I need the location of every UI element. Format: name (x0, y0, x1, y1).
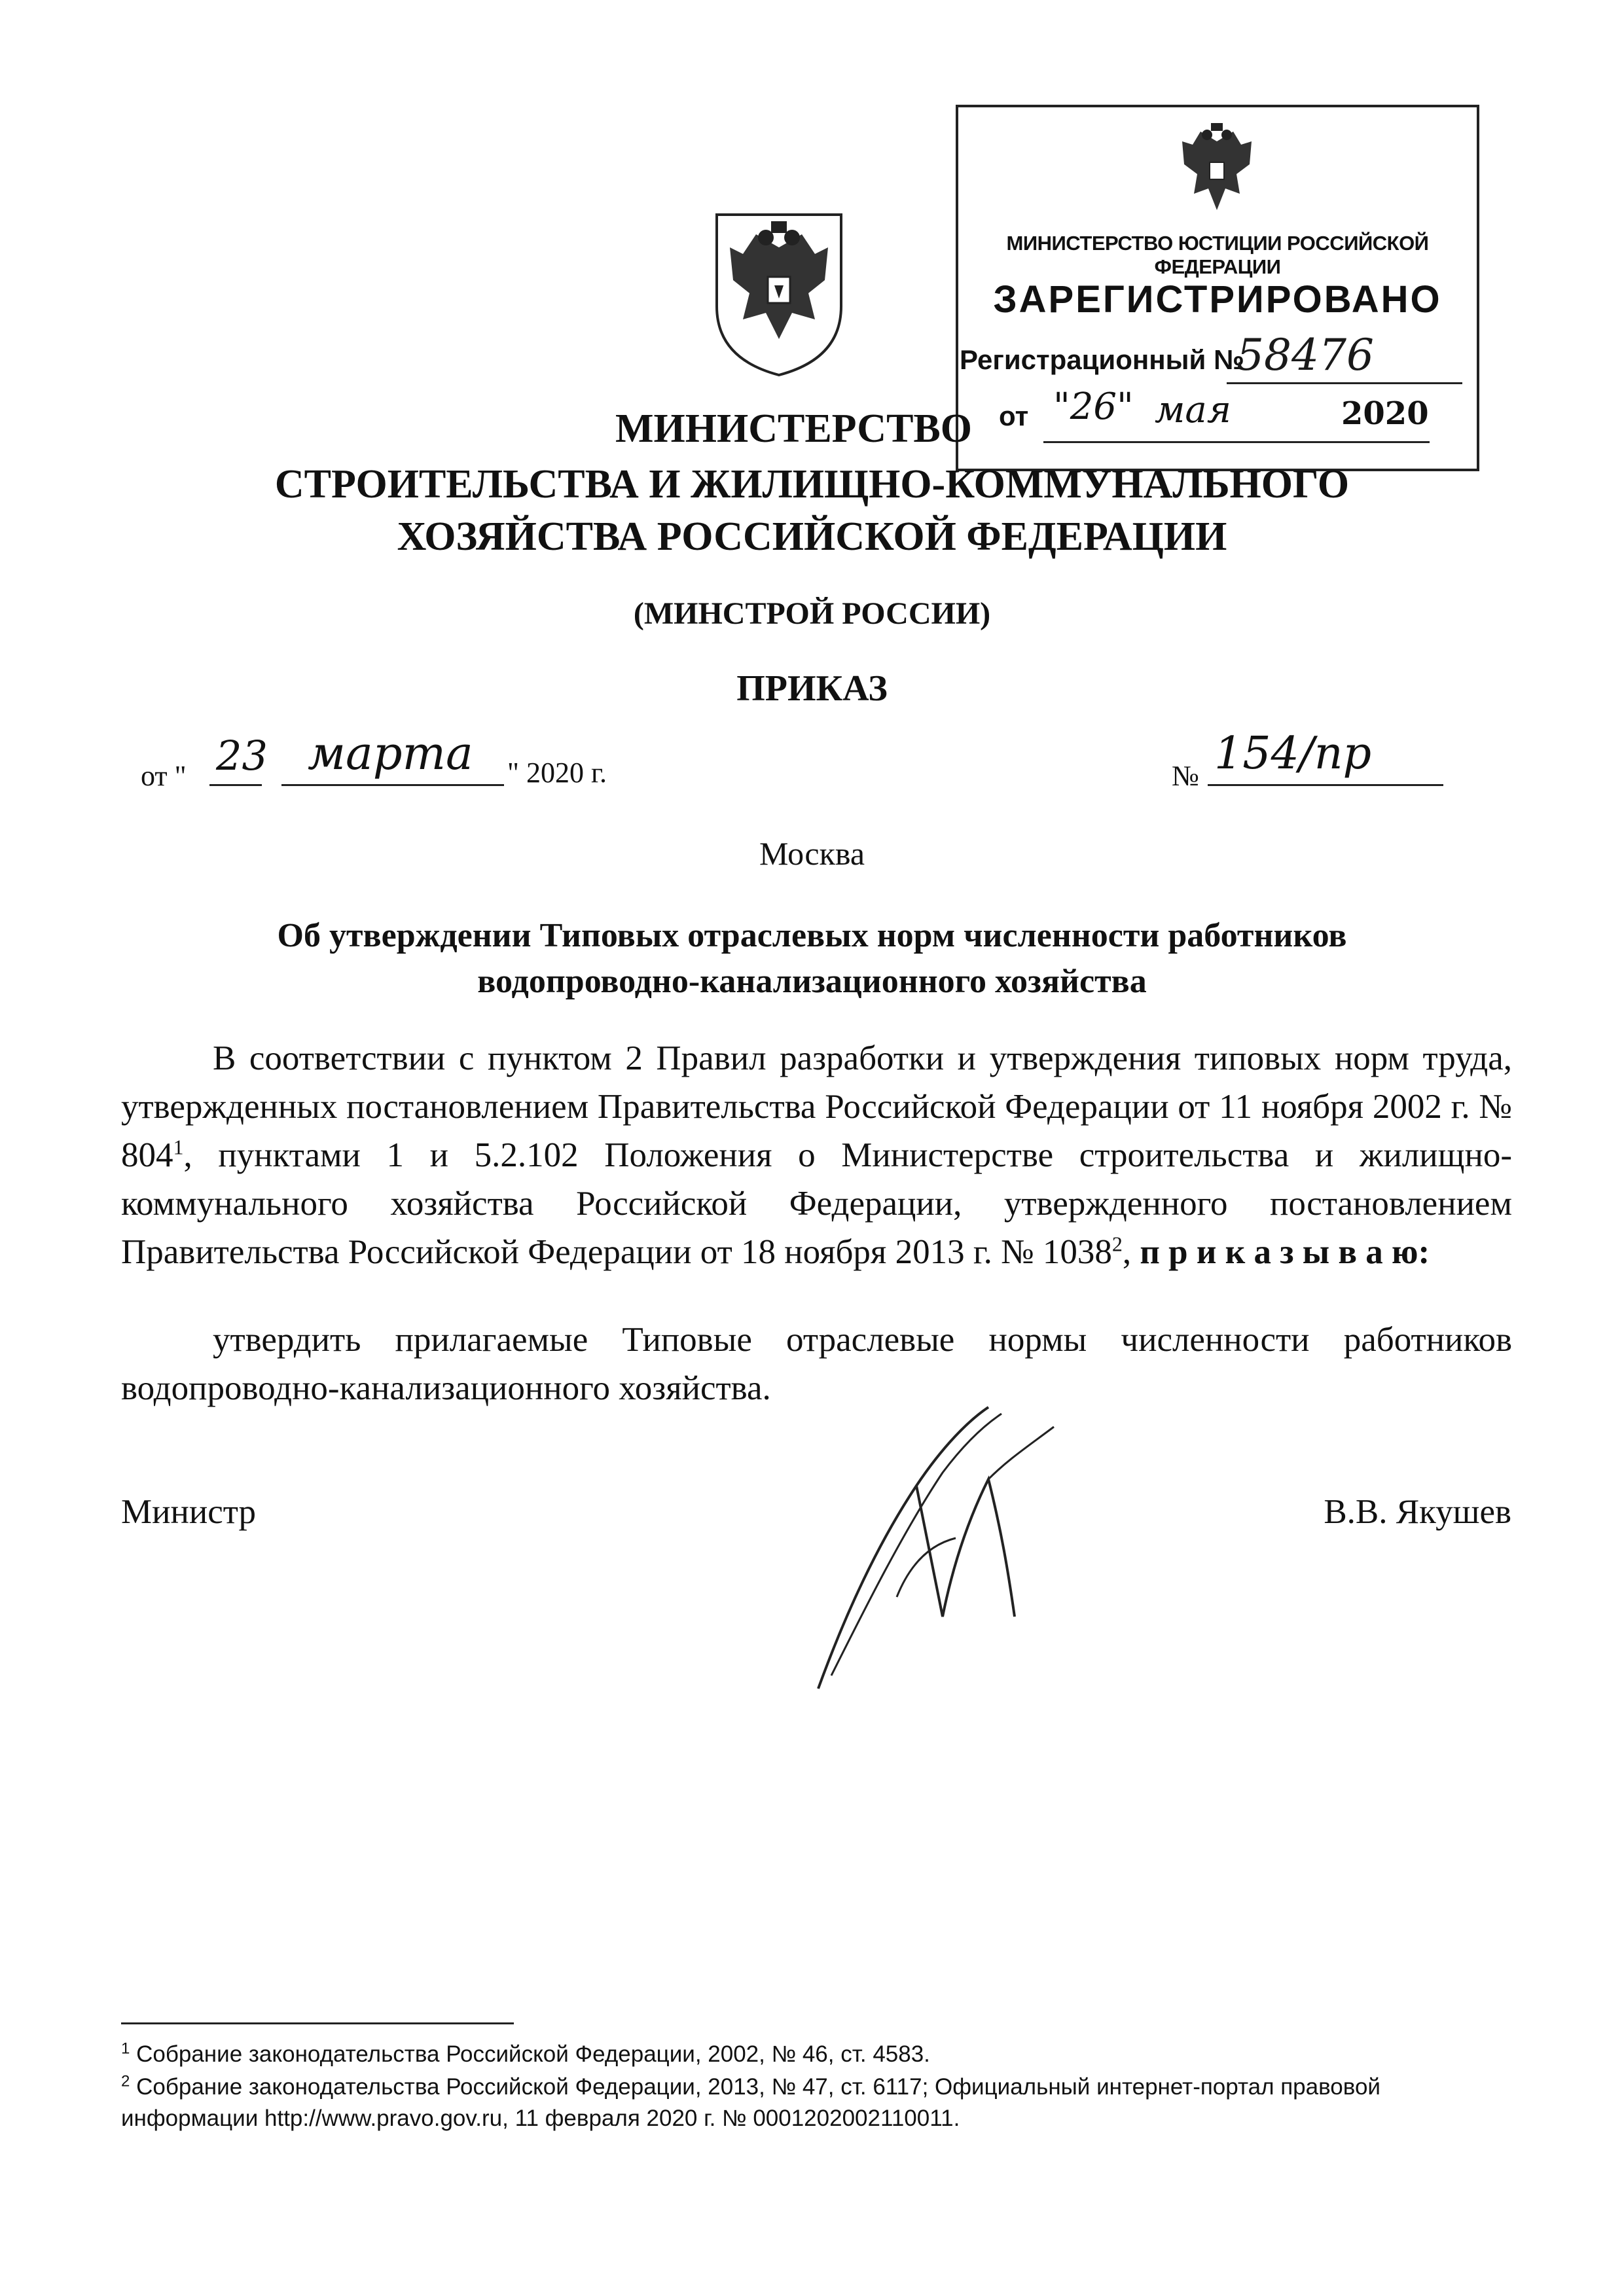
order-date-year: " 2020 г. (507, 757, 607, 789)
order-subject (0, 913, 1624, 1005)
order-date-month: марта (308, 726, 473, 780)
order-date-day-underline (209, 784, 262, 786)
body-p1-part2: , пунктами 1 и 5.2.102 Положения о Министерстве строительства и жилищно-коммунального хозяйства Российской Федерации, утвержденного постановлением Правительства Российской Федерации от 18 ноября 2013 г. № 1038 (121, 1136, 1512, 1271)
registration-stamp (956, 105, 1479, 471)
body-p1-emphasis: п р и к а з ы в а ю: (1140, 1233, 1430, 1271)
signatory-title: Министр (121, 1493, 257, 1531)
footnote-2-number: 2 (121, 2072, 130, 2090)
order-number-prefix: № (1172, 760, 1199, 792)
document-type-title: ПРИКАЗ (736, 668, 888, 709)
footnote-1 (121, 2039, 1512, 2070)
order-number-value: 154/пр (1214, 728, 1372, 780)
stamp-regno-label: Регистрационный № (960, 344, 1244, 375)
ministry-name-line2: СТРОИТЕЛЬСТВА И ЖИЛИЩНО-КОММУНАЛЬНОГО (274, 462, 1350, 507)
stamp-date-day: "26" (1053, 386, 1134, 428)
stamp-date-month: мая (1155, 389, 1231, 431)
footnote-ref-2: 2 (1111, 1232, 1123, 1256)
order-number-underline (1208, 784, 1443, 786)
body-p1-separator: , (1122, 1233, 1140, 1271)
footnote-1-number: 1 (121, 2039, 130, 2058)
coat-of-arms-emblem (704, 208, 854, 378)
stamp-date-year: 2020 (1341, 395, 1429, 432)
order-date-prefix: от " (141, 760, 187, 792)
stamp-regno-value: 58476 (1236, 330, 1374, 380)
order-date-day: 23 (216, 732, 268, 780)
order-subject-line2: водопроводно-канализационного хозяйства (477, 963, 1147, 1000)
footnote-1-text: Собрание законодательства Российской Федерации, 2002, № 46, ст. 4583. (136, 2041, 930, 2067)
ministry-name-line1: МИНИСТЕРСТВО (615, 406, 973, 451)
order-subject-line1: Об утверждении Типовых отраслевых норм численности работников (277, 917, 1347, 954)
ministry-short-name: (МИНСТРОЙ РОССИИ) (633, 596, 991, 631)
handwritten-signature (792, 1401, 1087, 1702)
stamp-ministry-name: МИНИСТЕРСТВО ЮСТИЦИИ РОССИЙСКОЙ ФЕДЕРАЦИИ (1006, 232, 1429, 278)
body-p1-part1: В соответствии с пунктом 2 Правил разработки и утверждения типовых норм труда, утвержденных постановлением Правительства Российской Федерации от 11 ноября 2002 г. № 804 (121, 1039, 1512, 1174)
footnote-2 (121, 2072, 1512, 2134)
order-date-month-underline (281, 784, 504, 786)
ministry-name-line3: ХОЗЯЙСТВА РОССИЙСКОЙ ФЕДЕРАЦИИ (397, 514, 1227, 559)
footnote-2-text: Собрание законодательства Российской Федерации, 2013, № 47, ст. 6117; Официальный интернет-портал правовой информации http://www.pravo.gov.ru, 11 февраля 2020 г. № 0001202002110011. (121, 2074, 1380, 2131)
stamp-status: ЗАРЕГИСТРИРОВАНО (993, 278, 1442, 321)
stamp-date-underline (1043, 441, 1430, 443)
footnote-ref-1: 1 (173, 1135, 184, 1159)
stamp-emblem-icon (1174, 122, 1259, 220)
footnote-separator (121, 2022, 514, 2024)
body-paragraph-2: утвердить прилагаемые Типовые отраслевые нормы численности работников водопроводно-канализационного хозяйства. (121, 1321, 1512, 1407)
stamp-regno-underline (1227, 382, 1462, 384)
body-paragraph-1 (121, 1034, 1512, 1276)
city-name: Москва (759, 835, 865, 872)
signatory-name: В.В. Якушев (1324, 1493, 1511, 1531)
stamp-date-prefix: от (999, 401, 1029, 431)
